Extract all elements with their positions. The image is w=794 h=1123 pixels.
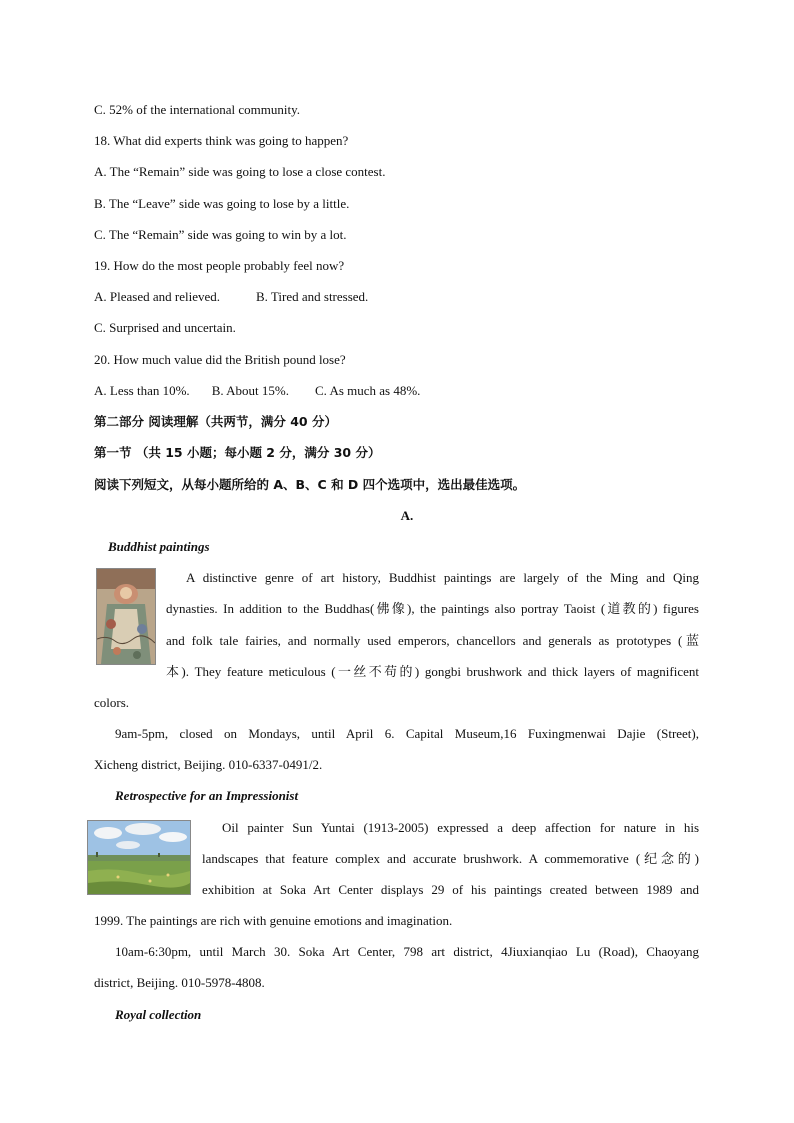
q20-option-b: B. About 15%. [211,383,289,398]
buddhist-info-2: Xicheng district, Beijing. 010-6337-0491/2. [94,757,323,772]
passage-label: A. [400,508,414,523]
buddhist-info-1: 9am-5pm, closed on Mondays, until April 6. Capital Museum,16 Fuxingmenwai Dajie (Street), [115,726,699,741]
q20-option-a: A. Less than 10%. [94,383,190,398]
q19-stem: 19. How do the most people probably feel now? [94,258,345,273]
q17-option-c: C. 52% of the international community. [94,102,301,117]
q18-option-a: A. The “Remain” side was going to lose a close contest. [94,164,386,179]
q19-option-a: A. Pleased and relieved. [94,289,220,304]
buddhist-line-3: and folk tale fairies, and normally used emperors, chancellors and generals as prototypes (蓝 [166,633,699,648]
impressionist-info-1: 10am-6:30pm, until March 30. Soka Art Center, 798 art district, 4Jiuxianqiao Lu (Road), Chaoyang [115,944,699,959]
reading-instruction: 阅读下列短文，从每小题所给的 A、B、C 和 D 四个选项中，选出最佳选项。 [94,477,526,492]
q18-option-b: B. The “Leave” side was going to lose by a little. [94,196,350,211]
impressionist-info-2: district, Beijing. 010-5978-4808. [94,975,265,990]
q20-option-c: C. As much as 48%. [314,383,421,398]
buddhist-line-5: colors. [94,695,130,710]
buddhist-line-1: A distinctive genre of art history, Buddhist paintings are largely of the Ming and Qing [186,570,699,585]
q19-option-c: C. Surprised and uncertain. [94,320,236,335]
impressionist-painting-image [87,820,191,895]
part-two-heading: 第二部分 阅读理解（共两节，满分 40 分） [94,414,337,429]
buddhist-title: Buddhist paintings [108,539,210,554]
buddhist-line-4: 本). They feature meticulous (一丝不苟的) gongbi brushwork and thick layers of magnificent [166,664,699,679]
impressionist-line-1: Oil painter Sun Yuntai (1913-2005) expressed a deep affection for nature in his [222,820,699,835]
royal-title: Royal collection [115,1007,202,1022]
q19-option-b: B. Tired and stressed. [255,289,369,304]
q18-option-c: C. The “Remain” side was going to win by a lot. [94,227,347,242]
impressionist-line-3: exhibition at Soka Art Center displays 29 of his paintings created between 1989 and [202,882,699,897]
impressionist-title: Retrospective for an Impressionist [115,788,299,803]
q20-options [94,383,420,399]
impressionist-line-2: landscapes that feature complex and accurate brushwork. A commemorative (纪念的) [202,851,699,866]
q18-stem: 18. What did experts think was going to happen? [94,133,349,148]
buddhist-line-2: dynasties. In addition to the Buddhas(佛像), the paintings also portray Taoist (道教的) figures [166,601,699,616]
impressionist-line-4: 1999. The paintings are rich with genuine emotions and imagination. [94,913,453,928]
q19-options-ab [94,289,368,305]
section-one-heading: 第一节 （共 15 小题；每小题 2 分，满分 30 分） [94,445,381,460]
q20-stem: 20. How much value did the British pound lose? [94,352,346,367]
buddhist-painting-image [96,568,156,665]
